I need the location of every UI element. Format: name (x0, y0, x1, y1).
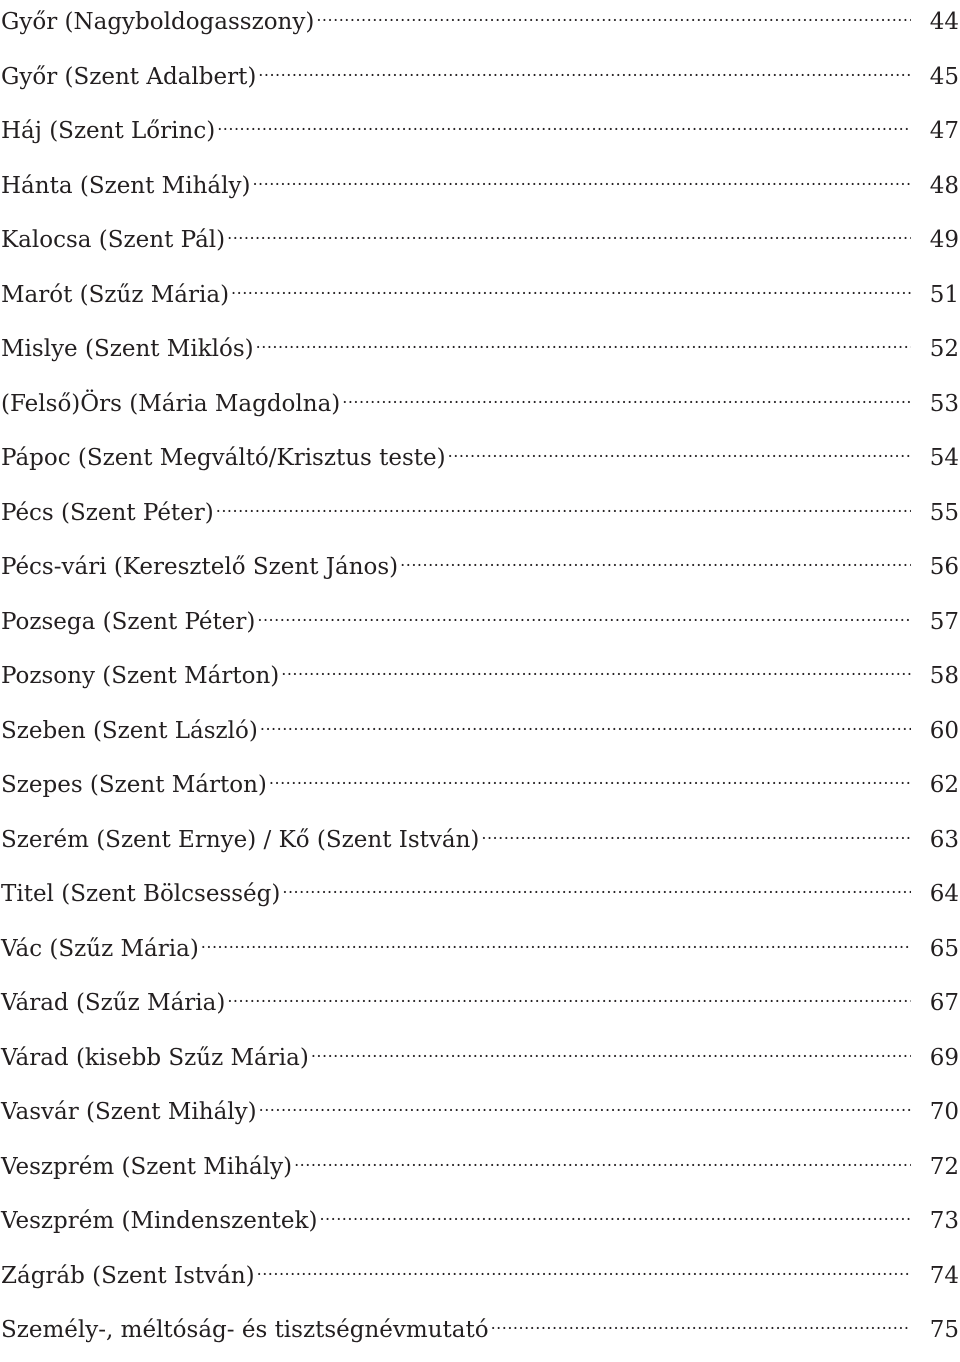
toc-entry-page: 70 (929, 1099, 959, 1125)
toc-entry[interactable] (0, 871, 960, 926)
toc-entry[interactable] (0, 163, 960, 218)
toc-entry-title: Vác (Szűz Mária) (1, 935, 199, 962)
toc-entry[interactable] (0, 817, 960, 872)
toc-entry[interactable] (0, 544, 960, 599)
dot-leader (231, 272, 911, 302)
toc-entry-title: Mislye (Szent Miklós) (1, 336, 254, 362)
dot-leader (252, 163, 911, 193)
toc-entry[interactable] (0, 1253, 960, 1308)
toc-entry[interactable] (0, 1198, 960, 1253)
toc-entry-title: Győr (Szent Adalbert) (1, 63, 257, 90)
toc-entry-title: Pécs (Szent Péter) (1, 499, 214, 526)
dot-leader (282, 871, 911, 901)
toc-entry-page: 72 (929, 1153, 959, 1180)
dot-leader (258, 54, 911, 84)
dot-leader (257, 599, 911, 629)
dot-leader (316, 0, 911, 29)
toc-entry-title: Hánta (Szent Mihály) (1, 172, 251, 199)
toc-entry[interactable] (0, 108, 960, 163)
toc-entry-page: 69 (929, 1044, 959, 1071)
toc-entry-page: 56 (929, 554, 959, 580)
dot-leader (491, 1307, 911, 1337)
toc-entry-page: 48 (929, 172, 959, 199)
toc-entry-title: Veszprém (Szent Mihály) (1, 1153, 293, 1180)
toc-entry-page: 54 (929, 445, 959, 471)
dot-leader (256, 326, 911, 356)
toc-entry-title: Várad (Szűz Mária) (1, 990, 226, 1016)
toc-entry-page: 58 (929, 663, 959, 689)
toc-entry-title: Pécs-vári (Keresztelő Szent János) (1, 554, 399, 580)
dot-leader (311, 1035, 911, 1065)
toc-entry[interactable] (0, 1035, 960, 1090)
dot-leader (294, 1144, 911, 1174)
toc-entry-page: 57 (929, 608, 959, 635)
toc-entry[interactable] (0, 217, 960, 272)
dot-leader (217, 108, 911, 138)
toc-entry-page: 73 (929, 1208, 959, 1234)
toc-entry[interactable] (0, 435, 960, 490)
toc-entry-page: 51 (929, 281, 959, 308)
toc-entry-page: 60 (929, 717, 959, 744)
dot-leader (257, 1253, 911, 1283)
toc-entry-page: 47 (929, 118, 959, 144)
dot-leader (260, 708, 911, 738)
toc-entry-page: 49 (929, 227, 959, 253)
toc-entry-title: Háj (Szent Lőrinc) (1, 118, 216, 144)
toc-entry-title: Várad (kisebb Szűz Mária) (1, 1044, 309, 1071)
toc-entry-title: Szerém (Szent Ernye) / Kő (Szent István) (1, 826, 480, 853)
dot-leader (259, 1089, 911, 1119)
toc-entry-title: Győr (Nagyboldogasszony) (1, 9, 315, 35)
toc-entry-page: 45 (929, 63, 959, 90)
toc-entry[interactable] (0, 326, 960, 381)
toc-entry-title: Pozsony (Szent Márton) (1, 663, 280, 689)
toc-entry[interactable] (0, 653, 960, 708)
toc-entry[interactable] (0, 381, 960, 436)
toc-entry-title: Szepes (Szent Márton) (1, 772, 267, 798)
toc-entry[interactable] (0, 708, 960, 763)
toc-entry-page: 75 (929, 1317, 959, 1343)
toc-entry[interactable] (0, 926, 960, 981)
toc-entry-page: 55 (929, 499, 959, 526)
toc-entry[interactable] (0, 0, 960, 54)
dot-leader (481, 817, 911, 847)
toc-entry[interactable] (0, 490, 960, 545)
dot-leader (400, 544, 911, 574)
dot-leader (216, 490, 911, 520)
toc-entry-title: Titel (Szent Bölcsesség) (1, 881, 281, 907)
dot-leader (201, 926, 911, 956)
toc-entry-title: Kalocsa (Szent Pál) (1, 227, 226, 253)
toc-entry-title: Zágráb (Szent István) (1, 1262, 255, 1289)
dot-leader (227, 217, 911, 247)
toc-entry[interactable] (0, 762, 960, 817)
toc-entry[interactable] (0, 1144, 960, 1199)
toc-entry-title: Pozsega (Szent Péter) (1, 608, 256, 635)
toc-entry-title: Veszprém (Mindenszentek) (1, 1208, 318, 1234)
toc-entry-page: 44 (929, 9, 959, 35)
toc-entry[interactable] (0, 599, 960, 654)
toc-entry[interactable] (0, 1307, 960, 1362)
toc-entry-title: (Felső)Örs (Mária Magdolna) (1, 390, 341, 417)
dot-leader (448, 435, 911, 465)
toc-entry-page: 62 (929, 772, 959, 798)
toc-entry[interactable] (0, 1089, 960, 1144)
toc-entry[interactable] (0, 54, 960, 109)
toc-entry-page: 74 (929, 1262, 959, 1289)
toc-entry-page: 52 (929, 336, 959, 362)
dot-leader (227, 980, 911, 1010)
toc-entry-title: Vasvár (Szent Mihály) (1, 1099, 257, 1125)
toc-entry-title: Pápoc (Szent Megváltó/Krisztus teste) (1, 445, 446, 471)
toc-entry-title: Szeben (Szent László) (1, 717, 258, 744)
toc-entry-title: Személy-, méltóság- és tisztségnévmutató (1, 1317, 489, 1343)
toc-entry-page: 63 (929, 826, 959, 853)
toc-entry-page: 53 (929, 390, 959, 417)
toc-entry[interactable] (0, 980, 960, 1035)
toc-entry-title: Marót (Szűz Mária) (1, 281, 230, 308)
dot-leader (319, 1198, 911, 1228)
dot-leader (281, 653, 911, 683)
toc-entry-page: 67 (929, 990, 959, 1016)
toc-entry[interactable] (0, 272, 960, 327)
dot-leader (342, 381, 911, 411)
toc-entry-page: 65 (929, 935, 959, 962)
toc-entry-page: 64 (929, 881, 959, 907)
dot-leader (269, 762, 911, 792)
